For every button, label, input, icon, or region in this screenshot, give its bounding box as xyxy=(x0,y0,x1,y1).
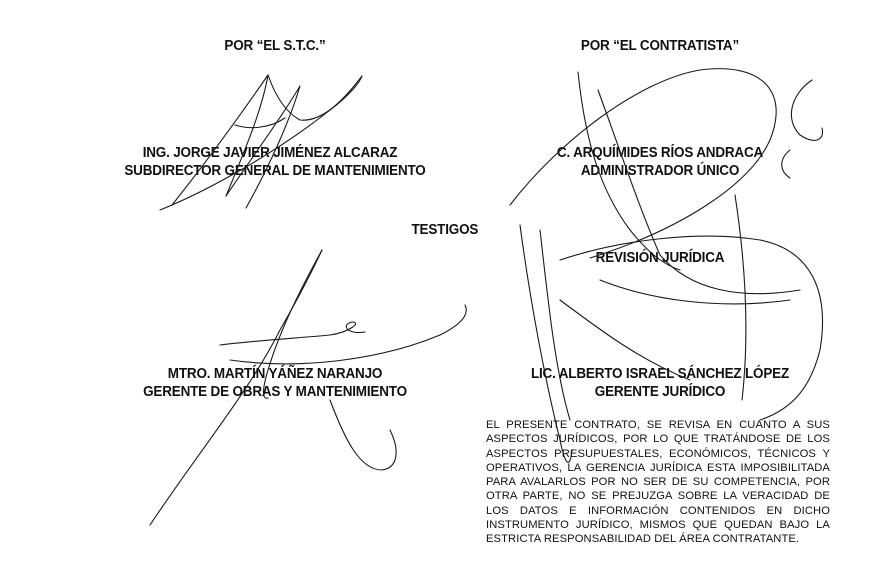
witnesses-heading: TESTIGOS xyxy=(411,222,479,238)
contractor-signature-stroke xyxy=(791,80,822,140)
stc-heading: POR “EL S.T.C.” xyxy=(224,38,326,54)
stc-signature-stroke xyxy=(160,76,362,210)
contractor-signature-stroke xyxy=(782,150,790,178)
witness-signature-stroke xyxy=(330,400,396,470)
legal-signatory-name: LIC. ALBERTO ISRAEL SÁNCHEZ LÓPEZ xyxy=(530,366,790,382)
contractor-heading: POR “EL CONTRATISTA” xyxy=(580,38,740,54)
legal-signature-stroke xyxy=(540,230,570,420)
stc-signature xyxy=(160,75,362,210)
stc-signature-stroke xyxy=(268,75,362,120)
stc-signatory-title: SUBDIRECTOR GENERAL DE MANTENIMIENTO xyxy=(124,163,426,179)
witness-signatory-name: MTRO. MARTÍN YÁÑEZ NARANJO xyxy=(167,366,383,382)
stc-signature-stroke xyxy=(235,118,285,128)
legal-signatory-title: GERENTE JURÍDICO xyxy=(594,384,726,400)
contractor-signatory-title: ADMINISTRADOR ÚNICO xyxy=(580,163,740,179)
legal-signature-stroke xyxy=(600,280,790,304)
legal-review-heading: REVISIÓN JURÍDICA xyxy=(595,250,725,266)
contractor-signatory-name: C. ARQUÍMIDES RÍOS ANDRACA xyxy=(556,145,764,161)
legal-disclaimer: EL PRESENTE CONTRATO, SE REVISA EN CUANTO A SUS ASPECTOS JURÍDICOS, POR LO QUE TRATÁNDOSE DE LOS ASPECTOS PRESUPUESTALES, ECONÓMICOS, TÉCNICOS Y OPERATIVOS, LA GERENCIA JURÍDICA ESTA IMPOSIBILITADA PARA AVALARLOS POR NO SER DE SU COMPETENCIA, POR OTRA PARTE, NO SE PREJUZGA SOBRE LA VERACIDAD DE LOS DATOS E INFORMACIÓN CONTENIDOS EN DICHO INSTRUMENTO JURÍDICO, MISMOS QUE QUEDAN BAJO LA ESTRICTA RESPONSABILIDAD DEL ÁREA CONTRATANTE. xyxy=(486,419,830,546)
witness-signature-stroke xyxy=(220,322,365,345)
witness-signature-stroke xyxy=(230,305,466,364)
stc-signature-stroke xyxy=(172,75,268,205)
witness-signatory-title: GERENTE DE OBRAS Y MANTENIMIENTO xyxy=(143,384,407,400)
stc-signatory-name: ING. JORGE JAVIER JIMÉNEZ ALCARAZ xyxy=(142,145,398,161)
